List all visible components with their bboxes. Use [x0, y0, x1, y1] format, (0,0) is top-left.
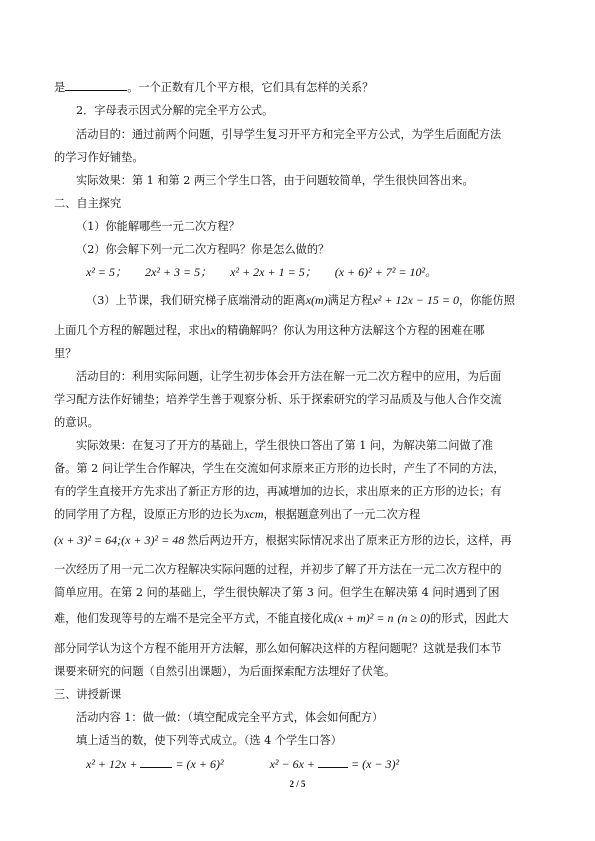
paragraph-line: 里？ — [54, 347, 77, 360]
equation: x² + 2x + 1 = 5； — [230, 265, 317, 279]
text-segment: ，根据题意列出了一元二次方程 — [263, 508, 421, 521]
answer-blank — [65, 80, 127, 91]
math-inline: x² + 12x − 15 = 0 — [372, 293, 459, 307]
equation: x² = 5； — [86, 265, 128, 279]
math-inline: (n ≥ 0) — [397, 611, 431, 625]
equation-line — [86, 265, 544, 280]
answer-blank — [140, 757, 172, 768]
section-heading: 三、讲授新课 — [54, 688, 122, 701]
paragraph-line: 简单应用。在第 2 问的基础上，学生很快解决了第 3 问。但学生在解决第 4 问时遇到了困 — [54, 586, 500, 599]
equation: = (x + 6)² — [175, 757, 224, 771]
paragraph-line: 实际效果：第 1 和第 2 两三个学生口答，由于问题较简单，学生很快回答出来。 — [76, 174, 474, 187]
paragraph-line: 课要来研究的问题（自然引出课题），为后面探索配方法埋好了伏笔。 — [54, 665, 396, 678]
equation: = (x − 3)² — [351, 757, 400, 771]
paragraph-line — [54, 507, 544, 522]
text-segment: 上面几个方程的解题过程，求出 — [54, 324, 211, 337]
paragraph-line: 实际效果：在复习了开方的基础上，学生很快口答出了第 1 问，为解决第二问做了准 — [76, 439, 493, 452]
math-inline: x — [210, 323, 216, 337]
paragraph-line — [54, 533, 544, 548]
paragraph-line: 学习配方法作好铺垫；培养学生善于观察分析、乐于探索研究的学习品质及与他人合作交流 — [54, 393, 502, 406]
equation: (x + 6)² + 7² = 10²。 — [334, 265, 438, 279]
text-segment: 难，他们发现等号的左端不是完全平方式，不能直接化成 — [54, 612, 334, 625]
paragraph-line: 备。第 2 问让学生合作解决，学生在交流如何求原来正方形的边长时，产生了不同的方法， — [54, 462, 505, 475]
page-number: 2 / 5 — [289, 779, 306, 789]
paragraph-line: 活动目的：通过前两个问题，引导学生复习开平方和完全平方公式，为学生后面配方法 — [76, 128, 502, 141]
question-line: （2）你会解下列一元二次方程吗？你是怎么做的？ — [76, 243, 330, 256]
question-line: （1）你能解哪些一元二次方程？ — [76, 220, 240, 233]
text-segment: 。一个正数有几个平方根，它们具有怎样的关系？ — [127, 81, 374, 94]
text-segment: （3）上节课，我们研究梯子底端滑动的距离 — [86, 294, 306, 307]
equation: x² + 12x + — [86, 757, 138, 771]
paragraph-line: 活动目的：利用实际问题，让学生初步体会开方法在解一元二次方程中的应用，为后面 — [76, 370, 502, 383]
section-item: 2．字母表示因式分解的完全平方公式。 — [76, 104, 274, 117]
activity-line: 填上适当的数，使下列等式成立。（选 4 个学生口答） — [76, 734, 342, 747]
text-segment: 是 — [54, 81, 66, 94]
question-line — [86, 293, 544, 308]
math-inline: (x + 3)² = 64;(x + 3)² = 48 — [54, 533, 185, 547]
activity-line: 活动内容 1：做一做：（填空配成完全平方式，体会如何配方） — [76, 711, 384, 724]
answer-blank — [318, 757, 348, 768]
text-line — [54, 80, 544, 95]
paragraph-line: 一次经历了用一元二次方程解决实际问题的过程，并初步了解了开方法在一元二次方程中的 — [54, 563, 502, 576]
math-inline: (x + m)² = n — [333, 611, 394, 625]
text-segment: 的精确解吗？你认为用这种方法解这个方程的困难在哪 — [215, 324, 485, 337]
section-heading: 二、自主探究 — [54, 197, 122, 210]
math-inline: x(m) — [305, 293, 328, 307]
text-segment: 满足方程 — [327, 294, 373, 307]
text-segment: 的同学用了方程，设原正方形的边长为 — [54, 508, 245, 521]
paragraph-line — [54, 323, 544, 338]
paragraph-line: 的意识。 — [54, 416, 99, 429]
text-segment: 的形式，因此大 — [430, 612, 509, 625]
paragraph-line — [54, 611, 544, 626]
fill-in-equations — [86, 757, 544, 772]
text-segment: 然后两边开方，根据实际情况求出了原来正方形的边长，这样，再 — [187, 534, 512, 547]
text-segment: ，你能仿照 — [458, 294, 515, 307]
equation: 2x² + 3 = 5； — [145, 265, 213, 279]
equation: x² − 6x + — [269, 757, 316, 771]
paragraph-line: 有的学生直接开方先求出了新正方形的边，再减增加的边长，求出原来的正方形的边长；有 — [54, 485, 502, 498]
paragraph-line: 部分同学认为这个方程不能用开方法解，那么如何解决这样的方程问题呢？这就是我们本节 — [54, 642, 502, 655]
paragraph-line: 的学习作好铺垫。 — [54, 151, 144, 164]
math-inline: xcm — [244, 507, 264, 521]
